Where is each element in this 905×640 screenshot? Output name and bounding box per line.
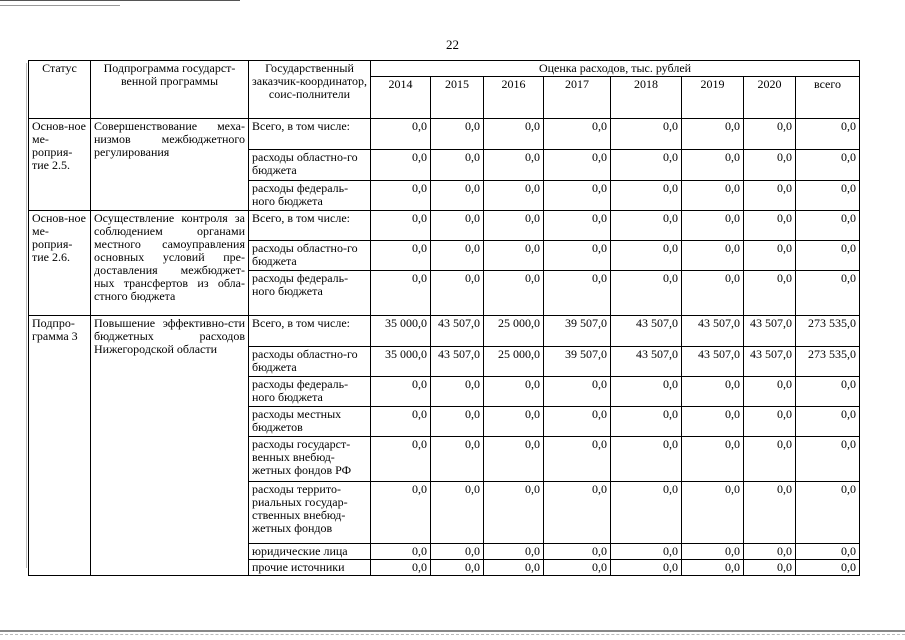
year-value-cell: 0,0 [544, 271, 611, 316]
year-value-cell: 0,0 [484, 377, 544, 407]
year-value-cell: 0,0 [484, 437, 544, 482]
scan-edge-line [0, 634, 905, 635]
total-value-cell: 0,0 [796, 241, 860, 271]
year-value-cell: 0,0 [431, 211, 484, 241]
year-value-cell: 0,0 [484, 271, 544, 316]
total-value-cell: 273 535,0 [796, 347, 860, 377]
year-value-cell: 0,0 [744, 119, 796, 150]
year-value-cell: 0,0 [682, 407, 744, 437]
year-value-cell: 0,0 [544, 119, 611, 150]
total-value-cell: 273 535,0 [796, 316, 860, 347]
year-value-cell: 0,0 [744, 241, 796, 271]
budget-table [28, 60, 860, 576]
year-value-cell: 39 507,0 [544, 316, 611, 347]
year-value-cell: 0,0 [682, 211, 744, 241]
year-value-cell: 35 000,0 [371, 347, 431, 377]
year-value-cell: 0,0 [371, 241, 431, 271]
year-value-cell: 0,0 [431, 560, 484, 576]
funding-source-cell: расходы федераль-ного бюджета [249, 377, 371, 407]
year-value-cell: 0,0 [484, 119, 544, 150]
year-value-cell: 0,0 [611, 211, 682, 241]
year-value-cell: 0,0 [611, 560, 682, 576]
year-value-cell: 0,0 [544, 150, 611, 181]
header-subprogram: Подпрограмма государст-венной программы [91, 61, 249, 119]
year-value-cell: 0,0 [484, 181, 544, 211]
subprogram-cell: Совершенствование меха-низмов межбюджетного регулирования [91, 119, 249, 211]
year-value-cell: 0,0 [611, 181, 682, 211]
header-total: всего [796, 77, 860, 119]
subprogram-cell: Повышение эффективно-сти бюджетных расходов Нижегородской области [91, 316, 249, 576]
year-value-cell: 0,0 [544, 241, 611, 271]
table-row [29, 119, 860, 150]
year-value-cell: 0,0 [431, 241, 484, 271]
year-value-cell: 0,0 [431, 407, 484, 437]
year-value-cell: 0,0 [682, 271, 744, 316]
year-value-cell: 0,0 [682, 181, 744, 211]
page-number: 22 [446, 37, 459, 52]
year-value-cell: 0,0 [544, 377, 611, 407]
year-value-cell: 35 000,0 [371, 316, 431, 347]
year-value-cell: 0,0 [611, 119, 682, 150]
year-value-cell: 0,0 [611, 241, 682, 271]
year-value-cell: 0,0 [744, 181, 796, 211]
table-row [29, 211, 860, 241]
total-value-cell: 0,0 [796, 560, 860, 576]
total-value-cell: 0,0 [796, 482, 860, 544]
year-value-cell: 0,0 [544, 181, 611, 211]
year-value-cell: 43 507,0 [744, 347, 796, 377]
year-value-cell: 0,0 [682, 241, 744, 271]
year-value-cell: 0,0 [544, 211, 611, 241]
year-value-cell: 43 507,0 [682, 347, 744, 377]
header-year: 2017 [544, 77, 611, 119]
year-value-cell: 0,0 [611, 377, 682, 407]
total-value-cell: 0,0 [796, 437, 860, 482]
total-value-cell: 0,0 [796, 407, 860, 437]
scan-edge-line [0, 5, 120, 6]
year-value-cell: 43 507,0 [744, 316, 796, 347]
total-value-cell: 0,0 [796, 211, 860, 241]
year-value-cell: 0,0 [744, 437, 796, 482]
year-value-cell: 0,0 [484, 211, 544, 241]
year-value-cell: 0,0 [371, 437, 431, 482]
year-value-cell: 0,0 [431, 437, 484, 482]
status-cell: Основ-ное ме-роприя-тие 2.6. [29, 211, 91, 316]
year-value-cell: 0,0 [611, 271, 682, 316]
funding-source-cell: расходы террито-риальных государ-ственных внебюд-жетных фондов [249, 482, 371, 544]
funding-source-cell: юридические лица [249, 544, 371, 560]
year-value-cell: 0,0 [431, 377, 484, 407]
year-value-cell: 0,0 [431, 119, 484, 150]
subprogram-cell: Осуществление контроля за соблюдением органами местного самоуправления основных условий пре-доставления межбюджет-ных трансфертов из обла-стного бюджета [91, 211, 249, 316]
header-year: 2020 [744, 77, 796, 119]
scan-edge-line [26, 63, 27, 568]
header-year: 2014 [371, 77, 431, 119]
year-value-cell: 0,0 [744, 377, 796, 407]
year-value-cell: 0,0 [611, 437, 682, 482]
year-value-cell: 0,0 [682, 377, 744, 407]
year-value-cell: 0,0 [371, 407, 431, 437]
year-value-cell: 43 507,0 [431, 316, 484, 347]
header-year: 2016 [484, 77, 544, 119]
year-value-cell: 0,0 [744, 211, 796, 241]
scan-edge-line [0, 630, 905, 632]
year-value-cell: 0,0 [371, 181, 431, 211]
year-value-cell: 0,0 [682, 560, 744, 576]
year-value-cell: 0,0 [484, 544, 544, 560]
year-value-cell: 0,0 [371, 482, 431, 544]
year-value-cell: 25 000,0 [484, 347, 544, 377]
year-value-cell: 0,0 [371, 150, 431, 181]
year-value-cell: 0,0 [544, 482, 611, 544]
year-value-cell: 0,0 [682, 482, 744, 544]
year-value-cell: 0,0 [371, 544, 431, 560]
funding-source-cell: расходы областно-го бюджета [249, 241, 371, 271]
year-value-cell: 43 507,0 [682, 316, 744, 347]
total-value-cell: 0,0 [796, 271, 860, 316]
year-value-cell: 43 507,0 [611, 347, 682, 377]
status-cell: Подпро-грамма 3 [29, 316, 91, 576]
funding-source-cell: прочие источники [249, 560, 371, 576]
year-value-cell: 0,0 [371, 119, 431, 150]
year-value-cell: 0,0 [682, 437, 744, 482]
funding-source-cell: Всего, в том числе: [249, 211, 371, 241]
funding-source-cell: расходы государст-венных внебюд-жетных фондов РФ [249, 437, 371, 482]
year-value-cell: 0,0 [744, 482, 796, 544]
year-value-cell: 0,0 [611, 150, 682, 181]
year-value-cell: 0,0 [611, 544, 682, 560]
year-value-cell: 0,0 [484, 482, 544, 544]
total-value-cell: 0,0 [796, 150, 860, 181]
year-value-cell: 0,0 [682, 150, 744, 181]
year-value-cell: 25 000,0 [484, 316, 544, 347]
year-value-cell: 0,0 [371, 377, 431, 407]
header-cost-estimate: Оценка расходов, тыс. рублей [371, 61, 860, 77]
year-value-cell: 0,0 [484, 407, 544, 437]
scan-edge-line [0, 0, 240, 1]
year-value-cell: 0,0 [371, 560, 431, 576]
year-value-cell: 0,0 [431, 482, 484, 544]
funding-source-cell: Всего, в том числе: [249, 119, 371, 150]
year-value-cell: 0,0 [744, 407, 796, 437]
funding-source-cell: расходы федераль-ного бюджета [249, 181, 371, 211]
year-value-cell: 0,0 [484, 241, 544, 271]
year-value-cell: 39 507,0 [544, 347, 611, 377]
total-value-cell: 0,0 [796, 377, 860, 407]
header-year: 2015 [431, 77, 484, 119]
status-cell: Основ-ное ме-роприя-тие 2.5. [29, 119, 91, 211]
year-value-cell: 0,0 [431, 150, 484, 181]
year-value-cell: 0,0 [744, 560, 796, 576]
year-value-cell: 0,0 [484, 560, 544, 576]
year-value-cell: 0,0 [544, 544, 611, 560]
total-value-cell: 0,0 [796, 544, 860, 560]
year-value-cell: 0,0 [371, 271, 431, 316]
header-year: 2019 [682, 77, 744, 119]
year-value-cell: 0,0 [544, 560, 611, 576]
funding-source-cell: расходы областно-го бюджета [249, 150, 371, 181]
year-value-cell: 0,0 [371, 211, 431, 241]
year-value-cell: 0,0 [431, 181, 484, 211]
header-customer: Государственный заказчик-координатор, соис-полнители [249, 61, 371, 119]
total-value-cell: 0,0 [796, 181, 860, 211]
year-value-cell: 43 507,0 [611, 316, 682, 347]
funding-source-cell: расходы местных бюджетов [249, 407, 371, 437]
year-value-cell: 0,0 [484, 150, 544, 181]
year-value-cell: 0,0 [431, 271, 484, 316]
year-value-cell: 43 507,0 [431, 347, 484, 377]
year-value-cell: 0,0 [544, 407, 611, 437]
year-value-cell: 0,0 [611, 482, 682, 544]
year-value-cell: 0,0 [682, 544, 744, 560]
year-value-cell: 0,0 [611, 407, 682, 437]
year-value-cell: 0,0 [744, 544, 796, 560]
year-value-cell: 0,0 [431, 544, 484, 560]
funding-source-cell: расходы федераль-ного бюджета [249, 271, 371, 316]
total-value-cell: 0,0 [796, 119, 860, 150]
header-status: Статус [29, 61, 91, 119]
table-row [29, 316, 860, 347]
year-value-cell: 0,0 [682, 119, 744, 150]
year-value-cell: 0,0 [544, 437, 611, 482]
funding-source-cell: расходы областно-го бюджета [249, 347, 371, 377]
header-year: 2018 [611, 77, 682, 119]
funding-source-cell: Всего, в том числе: [249, 316, 371, 347]
table-body [29, 119, 860, 576]
year-value-cell: 0,0 [744, 150, 796, 181]
year-value-cell: 0,0 [744, 271, 796, 316]
